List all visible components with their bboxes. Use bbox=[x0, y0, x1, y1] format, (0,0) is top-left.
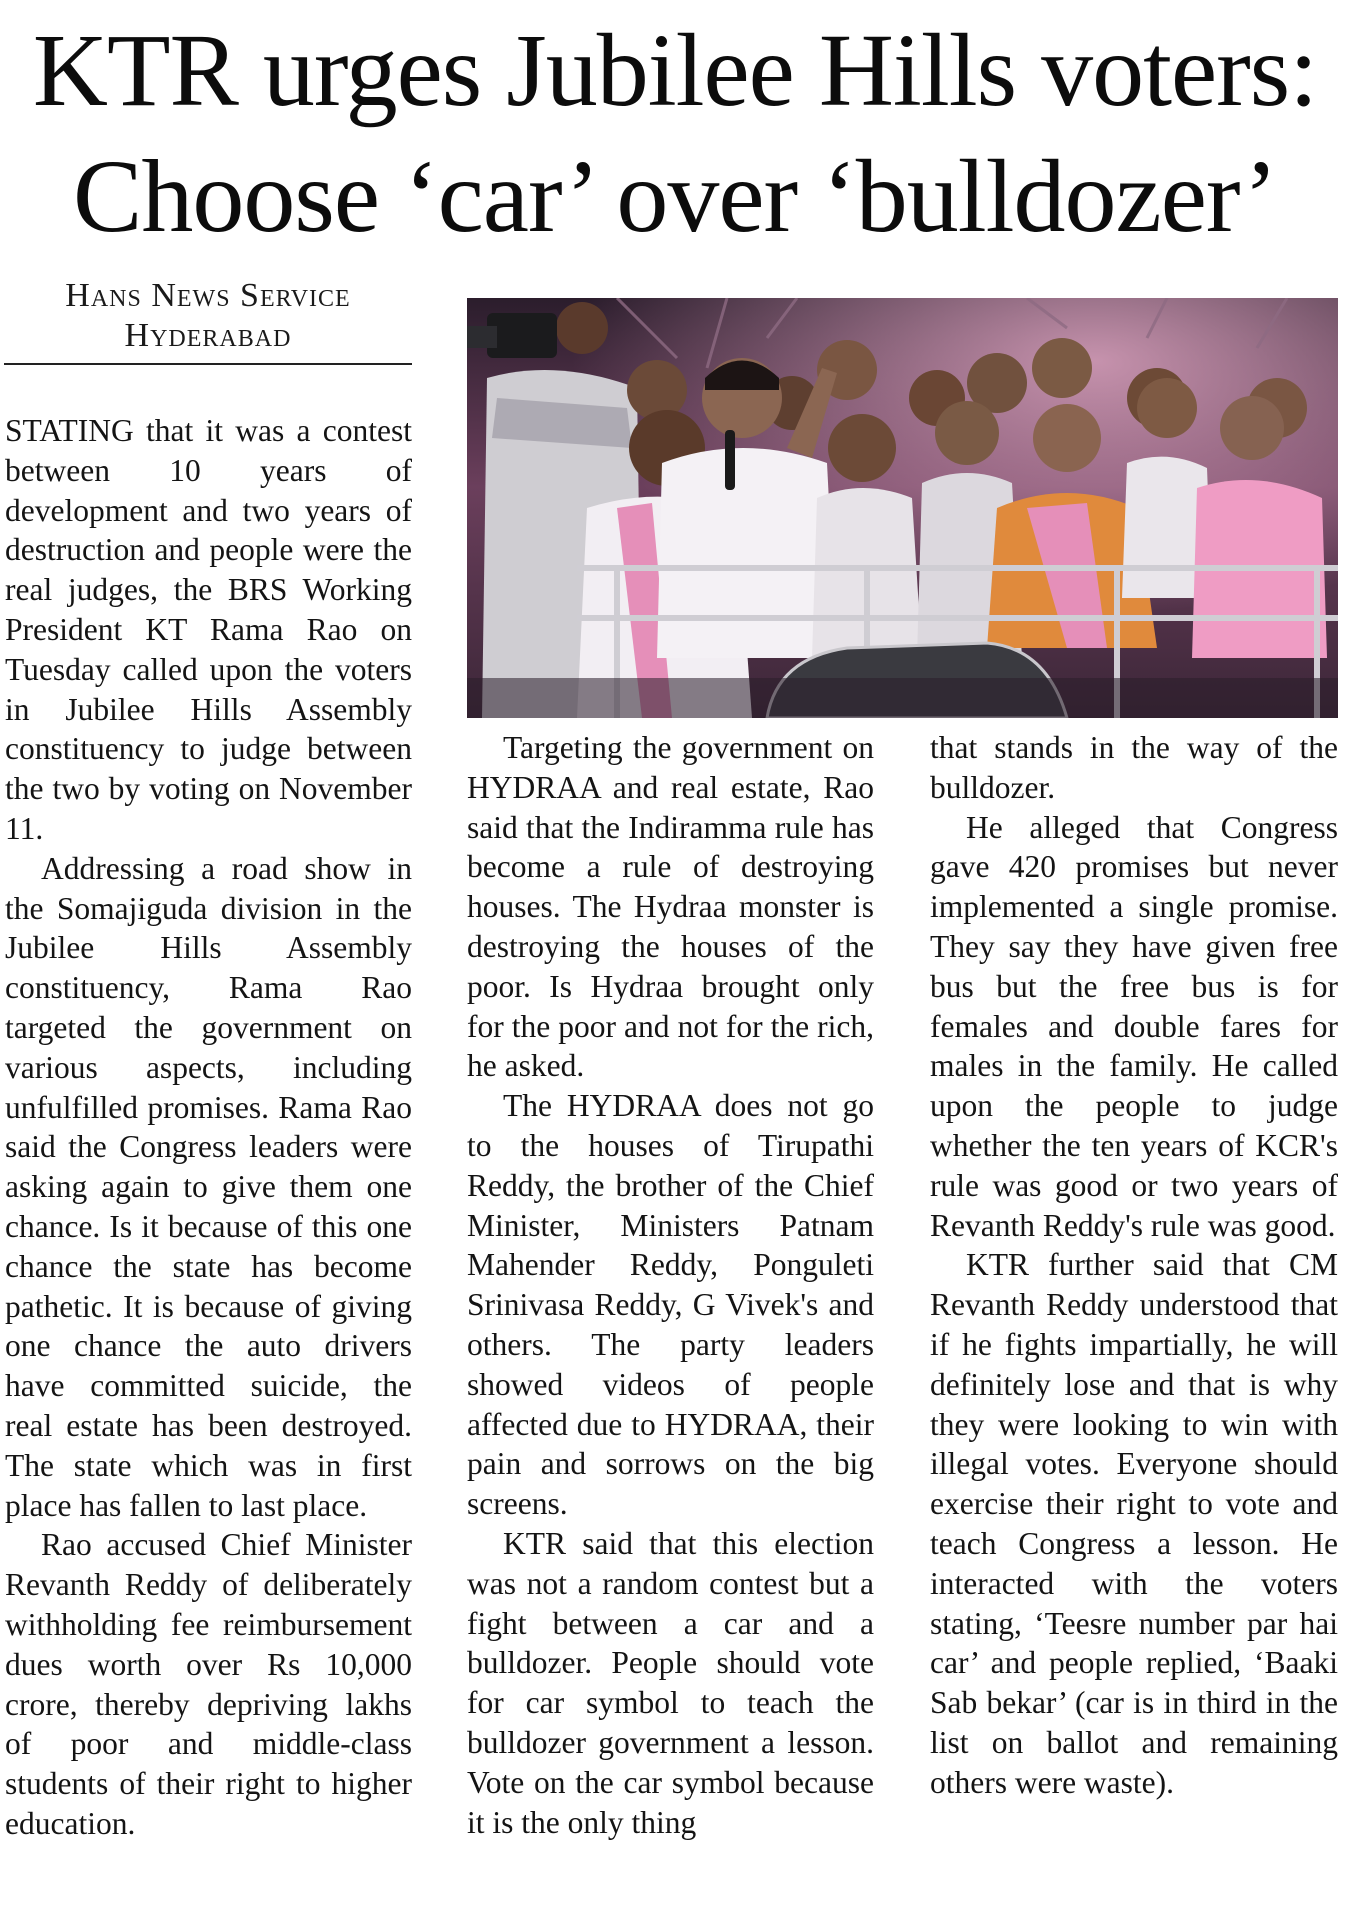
paragraph: KTR further said that CM Revanth Reddy understood that if he fights impartially, he will definitely lose and that is why they were looking to win with illegal votes. Everyone should exercise their right to vote and teach Congress a lesson. He interacted with the voters stating, ‘Teesre number par hai car’ and people replied, ‘Baaki Sab bekar’ (car is in third in the list on ballot and remaining others were waste). bbox=[930, 1247, 1338, 1800]
paragraph: The HYDRAA does not go to the houses of Tirupathi Reddy, the brother of the Chief Minister, Ministers Patnam Mahender Reddy, Ponguleti Srinivasa Reddy, G Vivek's and others. The party leaders showed videos of people affected due to HYDRAA, their pain and sorrows on the big screens. bbox=[467, 1088, 874, 1522]
paragraph: KTR said that this election was not a random contest but a fight between a car and a bulldozer. People should vote for car symbol to teach the bulldozer government a lesson. Vote on the car symbol because it is the only thing bbox=[467, 1525, 874, 1840]
headline bbox=[0, 8, 1350, 260]
article-column-2 bbox=[467, 728, 874, 1901]
paragraph: He alleged that Congress gave 420 promises but never implemented a single promise. They say they have given free bus but the free bus is for females and double fares for males in the family. He called upon the people to judge whether the ten years of KCR's rule was good or two years of Revanth Reddy's rule was good. bbox=[930, 809, 1338, 1243]
headline-line-1: KTR urges Jubilee Hills voters: bbox=[32, 13, 1318, 128]
byline-divider bbox=[4, 363, 412, 365]
paragraph: Targeting the government on HYDRAA and real estate, Rao said that the Indiramma rule has become a rule of destroying houses. The Hydraa monster is destroying the houses of the poor. Is Hydraa brought only for the poor and not for the rich, he asked. bbox=[467, 730, 874, 1084]
paragraph: that stands in the way of the bulldozer. bbox=[930, 730, 1338, 805]
paragraph: Addressing a road show in the Somajiguda division in the Jubilee Hills Assembly constituency, Rama Rao targeted the government on various aspects, including unfulfilled promises. Rama Rao said the Congress leaders were asking again to give them one chance. Is it because of this one chance the state has become pathetic. It is because of giving one chance the auto drivers have committed suicide, the real estate has been destroyed. The state which was in first place has fallen to last place. bbox=[5, 850, 412, 1523]
article-column-1 bbox=[5, 411, 412, 1901]
byline-location: Hyderabad bbox=[124, 317, 292, 354]
headline-line-2: Choose ‘car’ over ‘bulldozer’ bbox=[72, 139, 1278, 254]
rally-illustration bbox=[467, 298, 1338, 718]
article-column-3 bbox=[930, 728, 1338, 1901]
news-photo bbox=[467, 298, 1338, 718]
microphone-icon bbox=[725, 430, 735, 490]
byline-service: Hans News Service bbox=[65, 277, 351, 314]
paragraph: Rao accused Chief Minister Revanth Reddy of deliberately withholding fee reimbursement dues worth over Rs 10,000 crore, thereby depriving lakhs of poor and middle-class students of their right to higher education. bbox=[5, 1527, 412, 1841]
byline bbox=[4, 276, 412, 356]
paragraph: STATING that it was a contest between 10 years of development and two years of destruction and people were the real judges, the BRS Working President KT Rama Rao on Tuesday called upon the voters in Jubilee Hills Assembly constituency to judge between the two by voting on November 11. bbox=[5, 413, 412, 846]
